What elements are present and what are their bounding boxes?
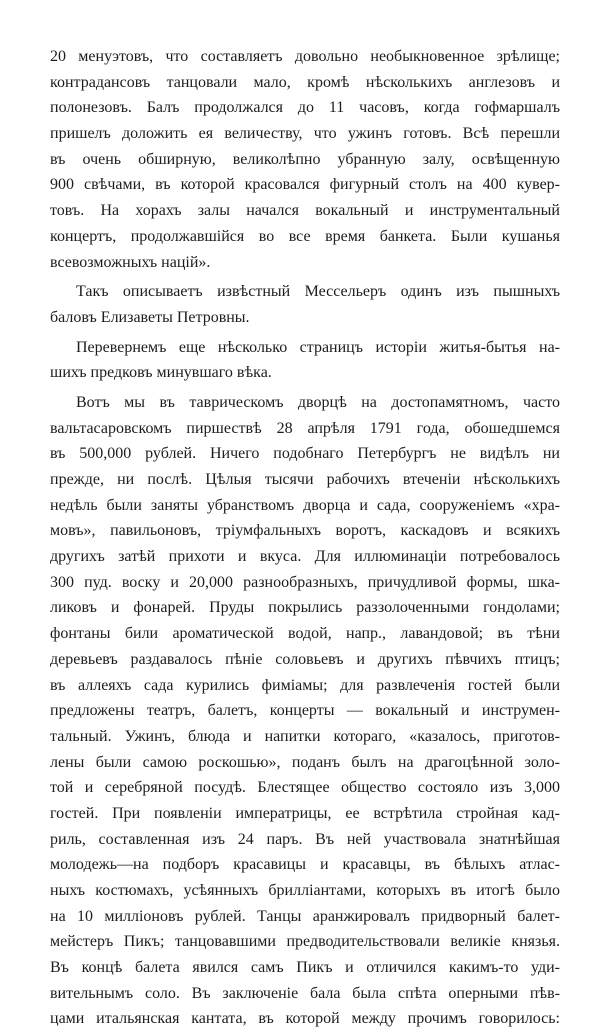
text-line: другихъ затѣй прихоти и вкуса. Для иллюминаціи потребовалось [50, 548, 560, 566]
text-line: на 10 милліоновъ рублей. Танцы аранжировалъ придворный балет- [50, 907, 560, 925]
text-line: шихъ предковъ минувшаго вѣка. [50, 364, 272, 382]
text-line: 900 свѣчами, въ которой красовался фигурный столъ на 400 кувер- [50, 176, 560, 194]
text-line: въ аллеяхъ сада курились фиміамы; для развлеченія гостей были [50, 676, 560, 694]
text-line: концертъ, продолжавшійся во все время банкета. Были кушанья [50, 227, 560, 245]
text-line: пришелъ доложить ея величеству, что ужинъ готовъ. Всѣ перешли [50, 125, 560, 143]
text-line: товъ. На хорахъ залы начался вокальный и инструментальный [50, 202, 560, 220]
text-line: фонтаны били ароматической водой, напр., лавандовой; въ тѣни [50, 625, 560, 643]
text-line: 300 пуд. воску и 20,000 разнообразныхъ, причудливой формы, шка- [50, 573, 560, 591]
text-line: мейстеръ Пикъ; танцовавшими предводительствовали великіе князья. [50, 933, 560, 951]
text-line: ныхъ костюмахъ, усѣянныхъ брилліантами, которыхъ въ итогѣ было [50, 882, 560, 899]
text-line: Въ концѣ балета явился самъ Пикъ и отличился какимъ-то уди- [50, 959, 560, 977]
paragraph-banquet-description [50, 44, 560, 275]
text-line: мовъ», павильоновъ, тріумфальныхъ воротъ, каскадовъ и всякихъ [50, 522, 560, 540]
text-line: Перевернемъ еще нѣсколько страницъ исторіи житья-бытья на- [76, 338, 560, 356]
text-line: недѣль были заняты убранствомъ дворца и сада, сооруженіемъ «хра- [50, 496, 560, 514]
text-line: той и серебряной посудѣ. Блестящее общество состояло изъ 3,000 [50, 779, 560, 797]
text-line: въ 500,000 рублей. Ничего подобнаго Петербургъ не видѣлъ ни [50, 445, 560, 463]
text-line: вительнымъ соло. Въ заключеніе бала была спѣта оперными пѣв- [50, 984, 560, 1002]
text-line: въ очень обширную, великолѣпно убранную залу, освѣщенную [50, 150, 560, 168]
text-line: полонезовъ. Балъ продолжался до 11 часовъ, когда гофмаршалъ [50, 99, 560, 117]
paragraph-tauride-palace-feast [50, 390, 560, 1032]
text-line: Такъ описываетъ извѣстный Мессельеръ одинъ изъ пышныхъ [76, 283, 560, 301]
text-line: цами итальянская кантата, въ которой между прочимъ говорилось: [50, 1010, 560, 1028]
text-line: ликовъ и фонарей. Пруды покрылись раззолоченными гондолами; [50, 599, 560, 617]
text-line: предложены театръ, балетъ, концерты — вокальный и инструмен- [50, 702, 560, 720]
text-line: баловъ Елизаветы Петровны. [50, 308, 250, 326]
text-line: Вотъ мы въ таврическомъ дворцѣ на достопамятномъ, часто [76, 393, 560, 411]
text-line: молодежь—на подборъ красавицы и красавцы, въ бѣлыхъ атлас- [50, 856, 560, 874]
text-line: всевозможныхъ націй». [50, 253, 211, 271]
text-line: гостей. При появленіи императрицы, ее встрѣтила стройная кад- [50, 804, 560, 822]
text-line: риль, составленная изъ 24 паръ. Въ ней участвовала знатнѣйшая [50, 830, 560, 848]
paragraph-turn-pages [50, 335, 560, 386]
text-line: тальный. Ужинъ, блюда и напитки котораго, «казалось, приготов- [50, 727, 560, 745]
paragraph-messelier-note [50, 279, 560, 330]
text-line: лены были самою роскошью», поданъ былъ на драгоцѣнной золо- [50, 753, 560, 771]
text-line: контрадансовъ танцовали мало, кромѣ нѣсколькихъ англезовъ и [50, 73, 560, 91]
text-line: деревьевъ раздавалось пѣніе соловьевъ и другихъ пѣвчихъ птицъ; [50, 650, 560, 668]
text-line: 20 менуэтовъ, что составляетъ довольно необыкновенное зрѣлище; [50, 48, 560, 65]
text-line: прежде, ни послѣ. Цѣлыя тысячи рабочихъ втеченіи нѣсколькихъ [50, 471, 560, 488]
text-line: вальтасаровскомъ пиршествѣ 28 апрѣля 1791 года, обошедшемся [50, 419, 560, 437]
